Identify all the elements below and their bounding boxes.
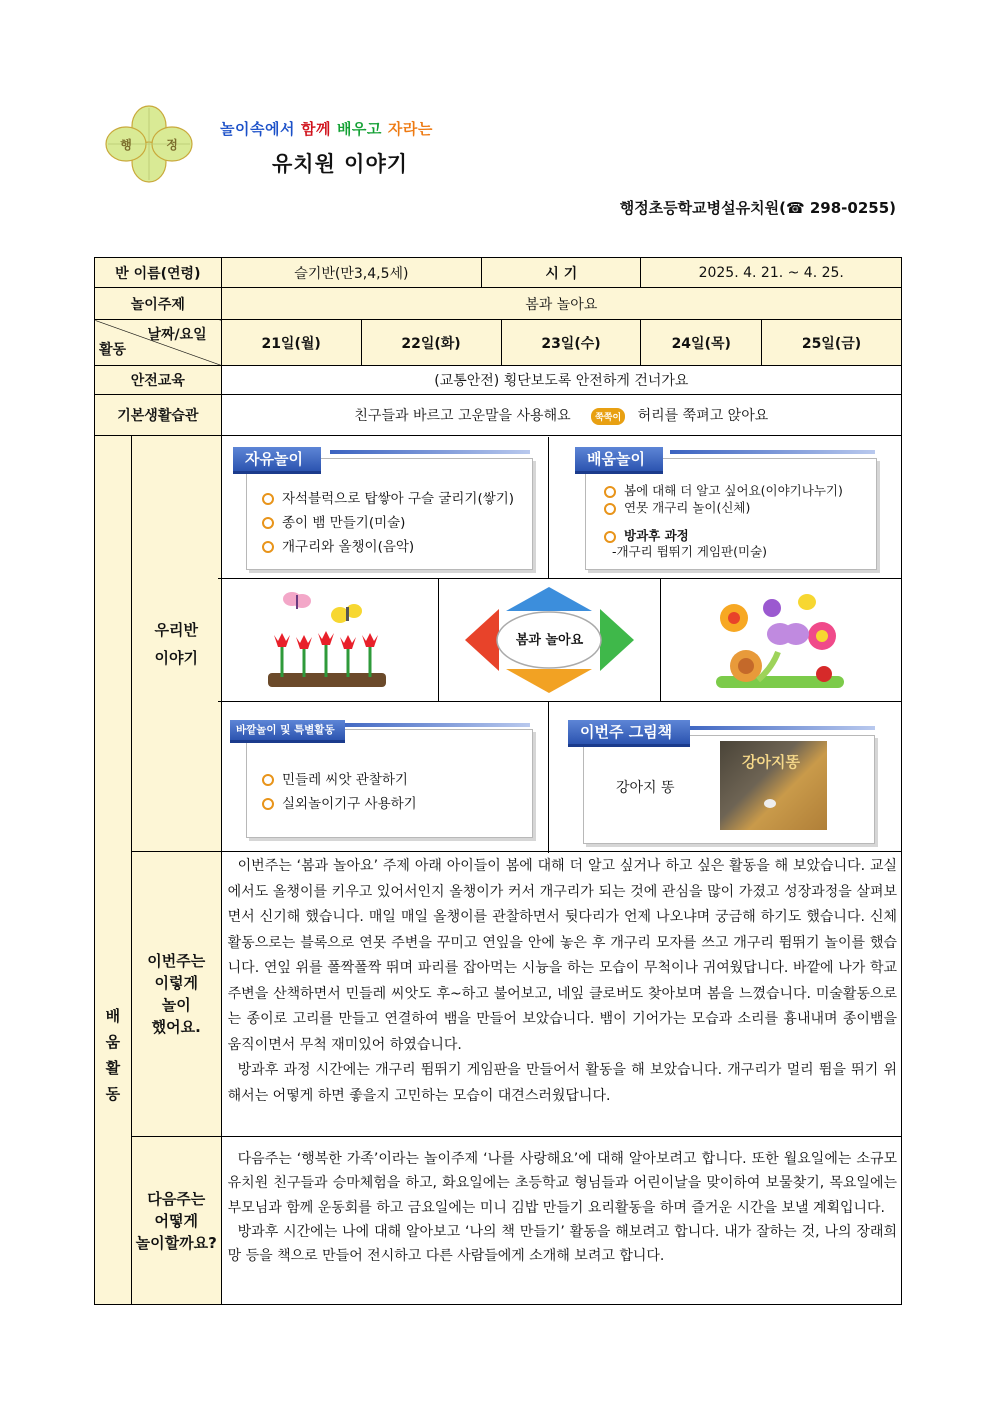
label-line: 이렇게 [154,974,198,992]
outdoor-title: 바깥놀이 및 특별활동 [230,720,345,743]
puppy-icon [764,799,776,808]
label-line: 했어요. [151,1018,201,1036]
title-underline [680,726,875,730]
bullet-icon [604,503,616,515]
tulips-butterflies-illustration [262,585,392,695]
divider [548,701,549,853]
this-week-label [131,852,221,1137]
bullet-icon [604,531,616,543]
book-cover [720,741,827,830]
side-char: 활 [105,1059,121,1077]
title-underline [330,450,530,454]
center-theme-label: 봄과 놀아요 [515,633,584,648]
story-label-line: 이야기 [154,648,198,667]
divider [218,701,902,702]
page-title: 유치원 이야기 [272,152,409,176]
period-label: 시 기 [482,258,641,288]
day-cell: 21일(월) [221,320,361,366]
slogan [220,118,439,139]
day-cell: 22일(화) [361,320,501,366]
learning-activity-label [95,436,132,1305]
book-name: 강아지 똥 [616,780,675,796]
bullet-icon [262,493,274,505]
learning-play-title: 배움놀이 [575,447,663,474]
slogan-word: 함께 [300,120,331,138]
habit-badge: 쭉쭉이 [591,408,625,425]
safety-value: (교통안전) 횡단보도록 안전하게 건너가요 [221,366,901,395]
class-value: 슬기반(만3,4,5세) [221,258,481,288]
side-char: 동 [105,1085,121,1103]
diag-bottom-label: 활동 [99,342,127,358]
day-cell: 24일(목) [641,320,762,366]
side-char: 배 [105,1007,121,1025]
snail-flowers-illustration [712,588,848,692]
label-line: 어떻게 [154,1211,198,1230]
theme-label: 놀이주제 [95,288,222,320]
after-school-item: -개구리 뜀뛰기 게임판(미술) [612,544,768,559]
date-activity-header [95,320,222,366]
school-logo [104,104,194,184]
divider [438,578,439,701]
habit-value [221,395,901,436]
list-item: 민들레 씨앗 관찰하기 [262,768,408,788]
bullet-icon [262,517,274,529]
this-week-paragraph: 이번주는 ‘봄과 놀아요’ 주제 아래 아이들이 봄에 대해 더 알고 싶거나 하고 싶은 활동을 해 보았습니다. 교실에서도 올챙이를 키우고 있어서인지 올챙이가 커서 개구리가 되는 것에 관심을 많이 가졌고 성장과정을 살펴보면서 신기해 했습니다. 매일 매일 올챙이를 관찰하면서 뒷다리가 언제 나오냐며 궁금해 하기도 했습니다. 신체활동으로는 블록으로 연못 주변을 꾸미고 연잎을 안에 놓은 후 개구리 모자를 쓰고 개구리 뜀뛰기 놀이를 했습니다. 연잎 위를 폴짝폴짝 뛰며 파리를 잡아먹는 시늉을 하는 모습이 무척이나 귀여웠답니다. 바깥에 나가 학교 주변을 산책하면서 민들레 씨앗도 후~하고 불어보고, 네잎 클로버도 찾아보며 봄을 느꼈습니다. 미술활동으로는 종이로 고리를 만들고 연결하여 뱀을 만들어 보았습니다. 뱀이 기어가는 모습과 소리를 흉내내며 종이뱀을 움직이면서 무척 재미있어 하였습니다. [227,858,897,1053]
label-line: 다음주는 [147,1189,206,1208]
divider [218,578,902,579]
list-item: 실외놀이기구 사용하기 [262,792,417,812]
habit-label: 기본생활습관 [95,395,222,436]
logo-char-right: 정 [166,138,178,152]
list-item: 종이 뱀 만들기(미술) [262,511,405,531]
list-item: 자석블럭으로 탑쌓아 구슬 굴리기(쌓기) [262,487,514,507]
divider [660,578,661,701]
period-value: 2025. 4. 21. ~ 4. 25. [641,258,902,288]
theme-value: 봄과 놀아요 [221,288,901,320]
bullet-icon [262,541,274,553]
next-week-label [131,1137,221,1305]
list-item: 개구리와 올챙이(음악) [262,535,414,555]
slogan-word: 배우고 [336,120,382,138]
free-play-title: 자유놀이 [233,447,321,474]
day-cell: 25일(금) [761,320,901,366]
bullet-icon [262,798,274,810]
slogan-word: 놀이속에서 [220,120,295,138]
day-cell: 23일(수) [501,320,641,366]
book-cover-title: 강아지똥 [742,753,800,771]
story-label-line: 우리반 [154,620,198,639]
slogan-word: 자라는 [387,120,433,138]
side-char: 움 [105,1033,121,1051]
label-line: 놀이할까요? [135,1233,217,1252]
safety-label: 안전교육 [95,366,222,395]
label-line: 놀이 [161,996,191,1014]
habit-text-1: 친구들과 바르고 고운말을 사용해요 [354,408,571,424]
label-line: 이번주는 [147,952,206,970]
school-name: 행정초등학교병설유치원(☎ 298-0255) [619,199,896,217]
logo-char-left: 행 [120,138,132,152]
our-class-story-label [131,436,221,852]
list-item: 방과후 과정 [604,526,689,544]
list-item: 연못 개구리 놀이(신체) [604,498,750,516]
next-week-after-school-paragraph: 방과후 시간에는 나에 대해 알아보고 ‘나의 책 만들기’ 활동을 해보려고 합니다. 내가 잘하는 것, 나의 장래희망 등을 책으로 만들어 전시하고 다른 사람들에게 소개해 보려고 합니다. [227,1223,897,1265]
class-label: 반 이름(연령) [95,258,222,288]
next-week-paragraph: 다음주는 ‘행복한 가족’이라는 놀이주제 ‘나를 사랑해요’에 대해 알아보려고 합니다. 또한 월요일에는 소규모 유치원 친구들과 승마체험을 하고, 화요일에는 초등학교 형님들과 어린이날을 맞이하여 보물찾기, 목요일에는 부모님과 함께 운동회를 하고 금요일에는 미니 김밥 만들기 요리활동을 하며 즐거운 시간을 보낼 계획입니다. [227,1151,897,1216]
bullet-icon [604,486,616,498]
bullet-icon [262,774,274,786]
list-item: 봄에 대해 더 알고 싶어요(이야기나누기) [604,481,843,499]
title-underline [670,450,875,454]
title-underline [330,723,530,727]
diag-top-label: 날짜/요일 [147,327,207,343]
divider [548,437,549,578]
habit-text-2: 허리를 쭉펴고 앉아요 [637,408,769,424]
after-school-paragraph: 방과후 과정 시간에는 개구리 뜀뛰기 게임판을 만들어서 활동을 해 보았습니다. 개구리가 멀리 뜀을 뛰기 위해서는 어떻게 하면 좋을지 고민하는 모습이 대견스러웠답니다. [227,1062,897,1104]
picture-book-title: 이번주 그림책 [568,720,690,747]
